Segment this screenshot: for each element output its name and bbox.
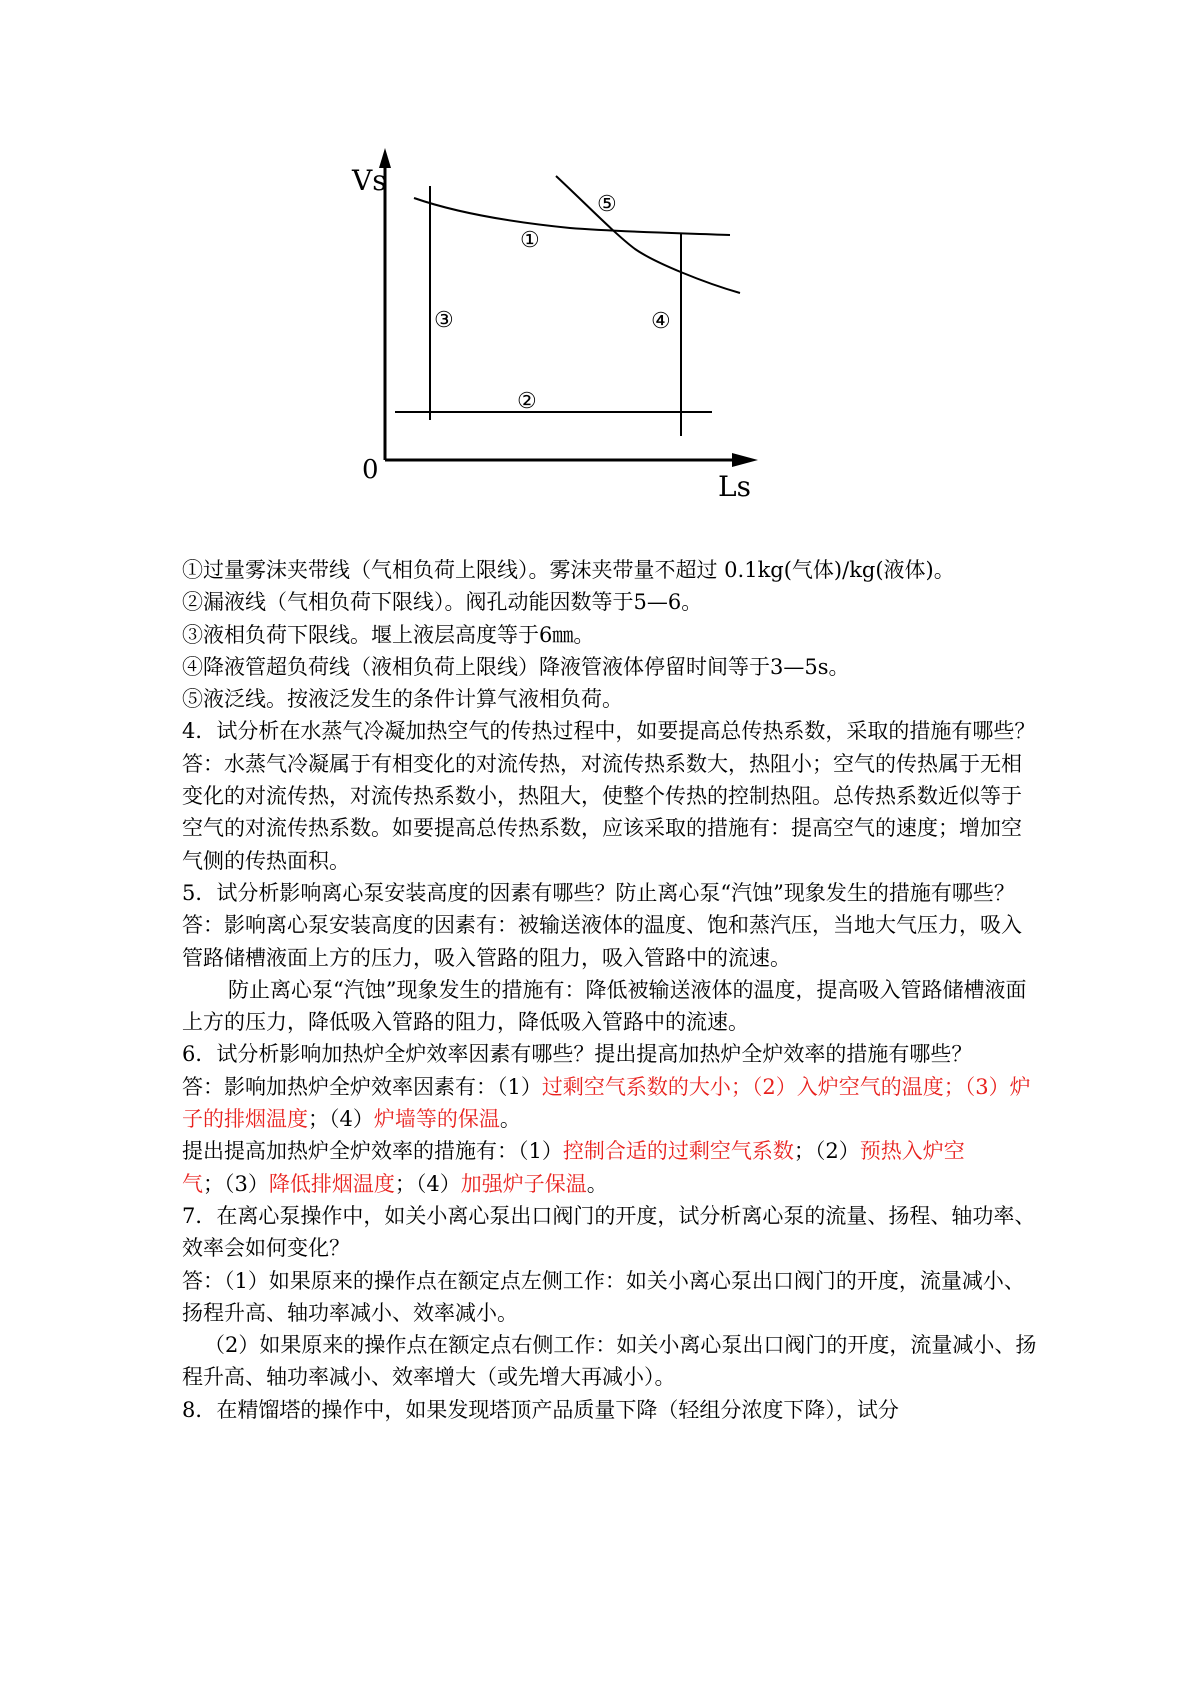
question-7: 7．在离心泵操作中，如关小离心泵出口阀门的开度，试分析离心泵的流量、扬程、轴功率、效率会如何变化？ — [182, 1203, 1036, 1261]
measure-3: 降低排烟温度 — [268, 1171, 395, 1196]
document-body — [182, 554, 1042, 1426]
line-3-description: ③液相负荷下限线。堰上液层高度等于6㎜。 — [182, 622, 595, 647]
answer-6-factors-1-3: 过剩空气系数的大小；（2）入炉空气的温度；（3）炉子的排烟温度 — [182, 1074, 1031, 1132]
answer-6-factor-4: 炉墙等的保温 — [373, 1107, 500, 1132]
x-axis-label: Ls — [718, 470, 751, 503]
answer-6-sep: ；（4） — [308, 1107, 374, 1132]
line-5-description: ⑤液泛线。按液泛发生的条件计算气液相负荷。 — [182, 687, 623, 712]
measure-4: 加强炉子保温 — [460, 1171, 587, 1196]
line-4-description: ④降液管超负荷线（液相负荷上限线）降液管液体停留时间等于3—5s。 — [182, 654, 850, 679]
curve-label-3: ③ — [434, 308, 454, 333]
answer-6-prefix: 答：影响加热炉全炉效率因素有：（1） — [182, 1074, 542, 1099]
answer-5-part-1: 答：影响离心泵安装高度的因素有：被输送液体的温度、饱和蒸汽压，当地大气压力，吸入管路储槽液面上方的压力，吸入管路的阻力，吸入管路中的流速。 — [182, 913, 1022, 970]
curve-label-1: ① — [520, 228, 540, 253]
answer-7-part-2: （2）如果原来的操作点在额定点右侧工作：如关小离心泵出口阀门的开度，流量减小、扬程升高、轴功率减小、效率增大（或先增大再减小）。 — [182, 1333, 1037, 1390]
question-4: 4．试分析在水蒸气冷凝加热空气的传热过程中，如要提高总传热系数，采取的措施有哪些？ — [182, 719, 1036, 744]
measure-2: 预热入炉空气 — [182, 1139, 965, 1196]
question-5: 5．试分析影响离心泵安装高度的因素有哪些？防止离心泵“汽蚀”现象发生的措施有哪些？ — [182, 880, 1015, 905]
curve-label-5: ⑤ — [597, 192, 617, 217]
question-6: 6．试分析影响加热炉全炉效率因素有哪些？提出提高加热炉全炉效率的措施有哪些？ — [182, 1042, 973, 1067]
answer-6-factors — [182, 1071, 1042, 1136]
measures-end: 。 — [586, 1171, 608, 1196]
measures-sep-4: ；（4） — [394, 1171, 461, 1196]
line-2-description: ②漏液线（气相负荷下限线）。阀孔动能因数等于5—6。 — [182, 590, 703, 615]
answer-6-end: 。 — [499, 1107, 521, 1132]
answer-4: 答：水蒸气冷凝属于有相变化的对流传热，对流传热系数大，热阻小；空气的传热属于无相变化的对流传热，对流传热系数小，热阻大，使整个传热的控制热阻。总传热系数近似等于空气的对流传热系数。如要提高总传热系数，应该采取的措施有：提高空气的速度；增加空气侧的传热面积。 — [182, 751, 1022, 873]
line-1-description: ①过量雾沫夹带线（气相负荷上限线）。雾沫夹带量不超过 0.1kg(气体)/kg(液体)。 — [182, 558, 955, 582]
operating-region-diagram — [352, 148, 830, 548]
y-axis-label: Vs — [352, 164, 387, 197]
curve-label-2: ② — [517, 389, 537, 414]
answer-6-measures — [182, 1135, 1042, 1200]
measures-prefix: 提出提高加热炉全炉效率的措施有：（1） — [182, 1139, 563, 1164]
answer-7-part-1: 答：（1）如果原来的操作点在额定点左侧工作：如关小离心泵出口阀门的开度，流量减小、扬程升高、轴功率减小、效率减小。 — [182, 1268, 1025, 1325]
measures-sep-3: ；（3） — [203, 1171, 269, 1196]
measure-1: 控制合适的过剩空气系数 — [562, 1139, 794, 1164]
measures-sep-2: ；（2） — [793, 1139, 860, 1164]
curve-1-entrainment — [414, 198, 730, 235]
x-axis-arrow — [732, 453, 758, 467]
answer-5-part-2: 防止离心泵“汽蚀”现象发生的措施有：降低被输送液体的温度，提高吸入管路储槽液面上方的压力，降低吸入管路的阻力，降低吸入管路中的流速。 — [182, 977, 1027, 1035]
curve-label-4: ④ — [651, 309, 671, 334]
question-8: 8．在精馏塔的操作中，如果发现塔顶产品质量下降（轻组分浓度下降），试分 — [182, 1397, 899, 1422]
origin-label: 0 — [362, 455, 379, 485]
